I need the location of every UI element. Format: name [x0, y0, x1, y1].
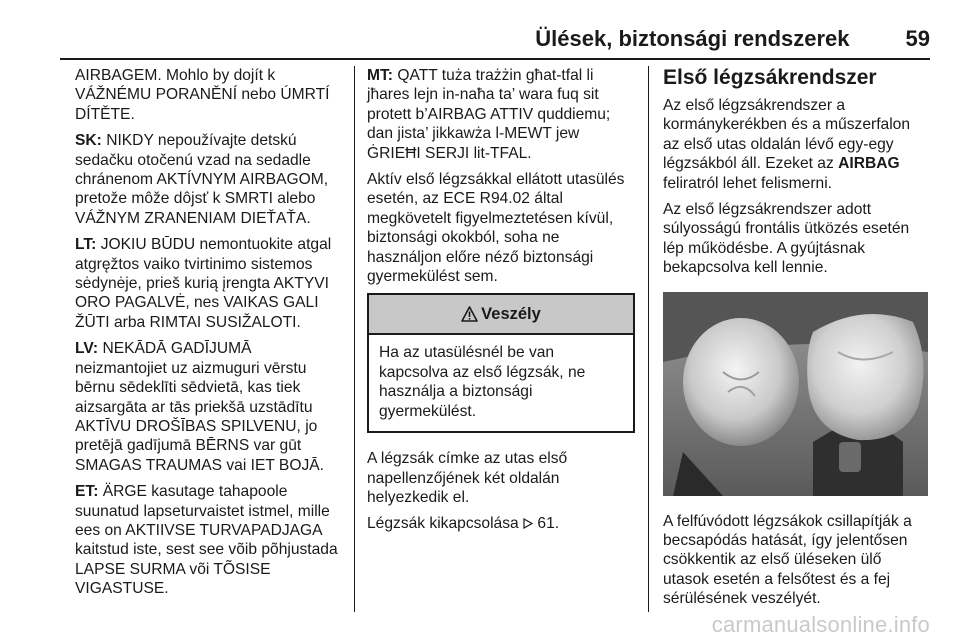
- language-code: SK:: [75, 132, 102, 150]
- column-1: [75, 66, 343, 606]
- cross-reference: [367, 514, 635, 533]
- column-2: [367, 66, 635, 541]
- photo-caption: A felfúvódott légzsákok csillapítják a becsapódás hatását, így jelentősen csökkentik az első üléseken ülő utasok esetén a felsőtest és a fej sérülésének veszélyét.: [663, 512, 912, 608]
- paragraph-text: NEKĀDĀ GADĪJUMĀ neizmantojiet uz aizmuguri vērstu bērnu sēdeklīti sēdvietā, kas tiek aizsargāta ar tās priekšā uzstādītu AKTĪVU DROŠĪBAS SPILVENU, jo pretējā gadījumā BĒRNS var gūt SMAGAS TRAUMAS vai IET BOJĀ.: [75, 340, 324, 474]
- watermark: carmanualsonline.info: [711, 612, 930, 637]
- paragraph-lv: [75, 339, 343, 475]
- warning-triangle-icon: [461, 306, 478, 322]
- danger-box-text: Ha az utasülésnél be van kapcsolva az első légzsák, ne használja a biztonsági gyermekülést.: [379, 344, 586, 420]
- paragraph-mt: [367, 66, 635, 163]
- paragraph-text: QATT tuża trażżin għat-tfal li jħares lejn in-naħa ta’ wara fuq sit protett b’AIRBAG ATTIV quddiemu; dan jista’ jikkawża l-MEWT jew ĠRIEĦI SERJI lit-TFAL.: [367, 67, 611, 162]
- paragraph-text: Az első légzsákrendszer a kormánykerékben és a műszerfalon az első utas oldalán lévő egy-egy légzsákból áll. Ezeket az: [663, 97, 911, 173]
- page-header: [60, 26, 930, 60]
- cross-reference-page[interactable]: 61.: [537, 515, 560, 533]
- cross-reference-text: Légzsák kikapcsolása: [367, 515, 519, 533]
- danger-box-title: Veszély: [481, 304, 541, 323]
- paragraph-sk: [75, 131, 343, 228]
- page-number: 59: [905, 26, 930, 51]
- column-divider: [648, 66, 649, 612]
- language-code: ET:: [75, 483, 99, 501]
- airbag-photo: [663, 292, 928, 496]
- language-code: LT:: [75, 236, 97, 254]
- language-code: LV:: [75, 340, 99, 358]
- paragraph-label-location: A légzsák címke az utas első napellenzőjének két oldalán helyezkedik el.: [367, 450, 568, 506]
- page-title: Ülések, biztonsági rendszerek: [535, 26, 850, 51]
- paragraph-intro: [663, 96, 928, 193]
- paragraph-text: NIKDY nepoužívajte detskú sedačku otočenú vzad na sedadle chránenom AKTÍVNYM AIRBAGOM, pretože môže dôjsť k SMRTI alebo VÁŽNYM ZRANENIAM DIEŤAŤA.: [75, 132, 329, 227]
- paragraph-text: JOKIU BŪDU nemontuokite atgal atgręžtos vaiko tvirtinimo sistemos sėdynėje, prieš kurią įrengta AKTYVI ORO PAGALVĖ, nes VAIKAS GALI ŽŪTI arba RIMTAI SUSIŽALOTI.: [75, 236, 332, 331]
- header-rule: [60, 58, 930, 60]
- paragraph-lt: [75, 235, 343, 332]
- arrow-right-icon: [523, 518, 533, 529]
- paragraph-cz: [75, 66, 343, 124]
- paragraph-text: ÄRGE kasutage tahapoole suunatud lapseturvaistet istmel, mille ees on AKTIIVSE TURVAPADJAGA kaitstud iste, sest see võib põhjustada LAPSE SURMA või TÕSISE VIGASTUSE.: [75, 483, 338, 598]
- paragraph-et: [75, 482, 343, 598]
- section-title: Első légzsákrendszer: [663, 66, 877, 89]
- airbag-label: AIRBAG: [838, 155, 900, 173]
- language-code: MT:: [367, 67, 393, 84]
- paragraph-hu: Aktív első légzsákkal ellátott utasülés esetén, az ECE R94.02 által megkövetelt figyelmeztetésen kívül, biztonsági okokból, soha ne használjon előre néző biztonsági gyermekülést sem.: [367, 171, 625, 286]
- paragraph-text: AIRBAGEM. Mohlo by dojít k VÁŽNÉMU PORANĚNÍ nebo ÚMRTÍ DÍTĚTE.: [75, 67, 330, 123]
- danger-box-header: [369, 295, 633, 335]
- paragraph-activation: Az első légzsákrendszer adott súlyosságú frontális ütközés esetén lép működésbe. A gyújtásnak bekapcsolva kell lennie.: [663, 201, 910, 277]
- column-3: [663, 66, 928, 616]
- danger-box: [367, 293, 635, 433]
- paragraph-text: feliratról lehet felismerni.: [663, 174, 832, 192]
- column-divider: [354, 66, 355, 612]
